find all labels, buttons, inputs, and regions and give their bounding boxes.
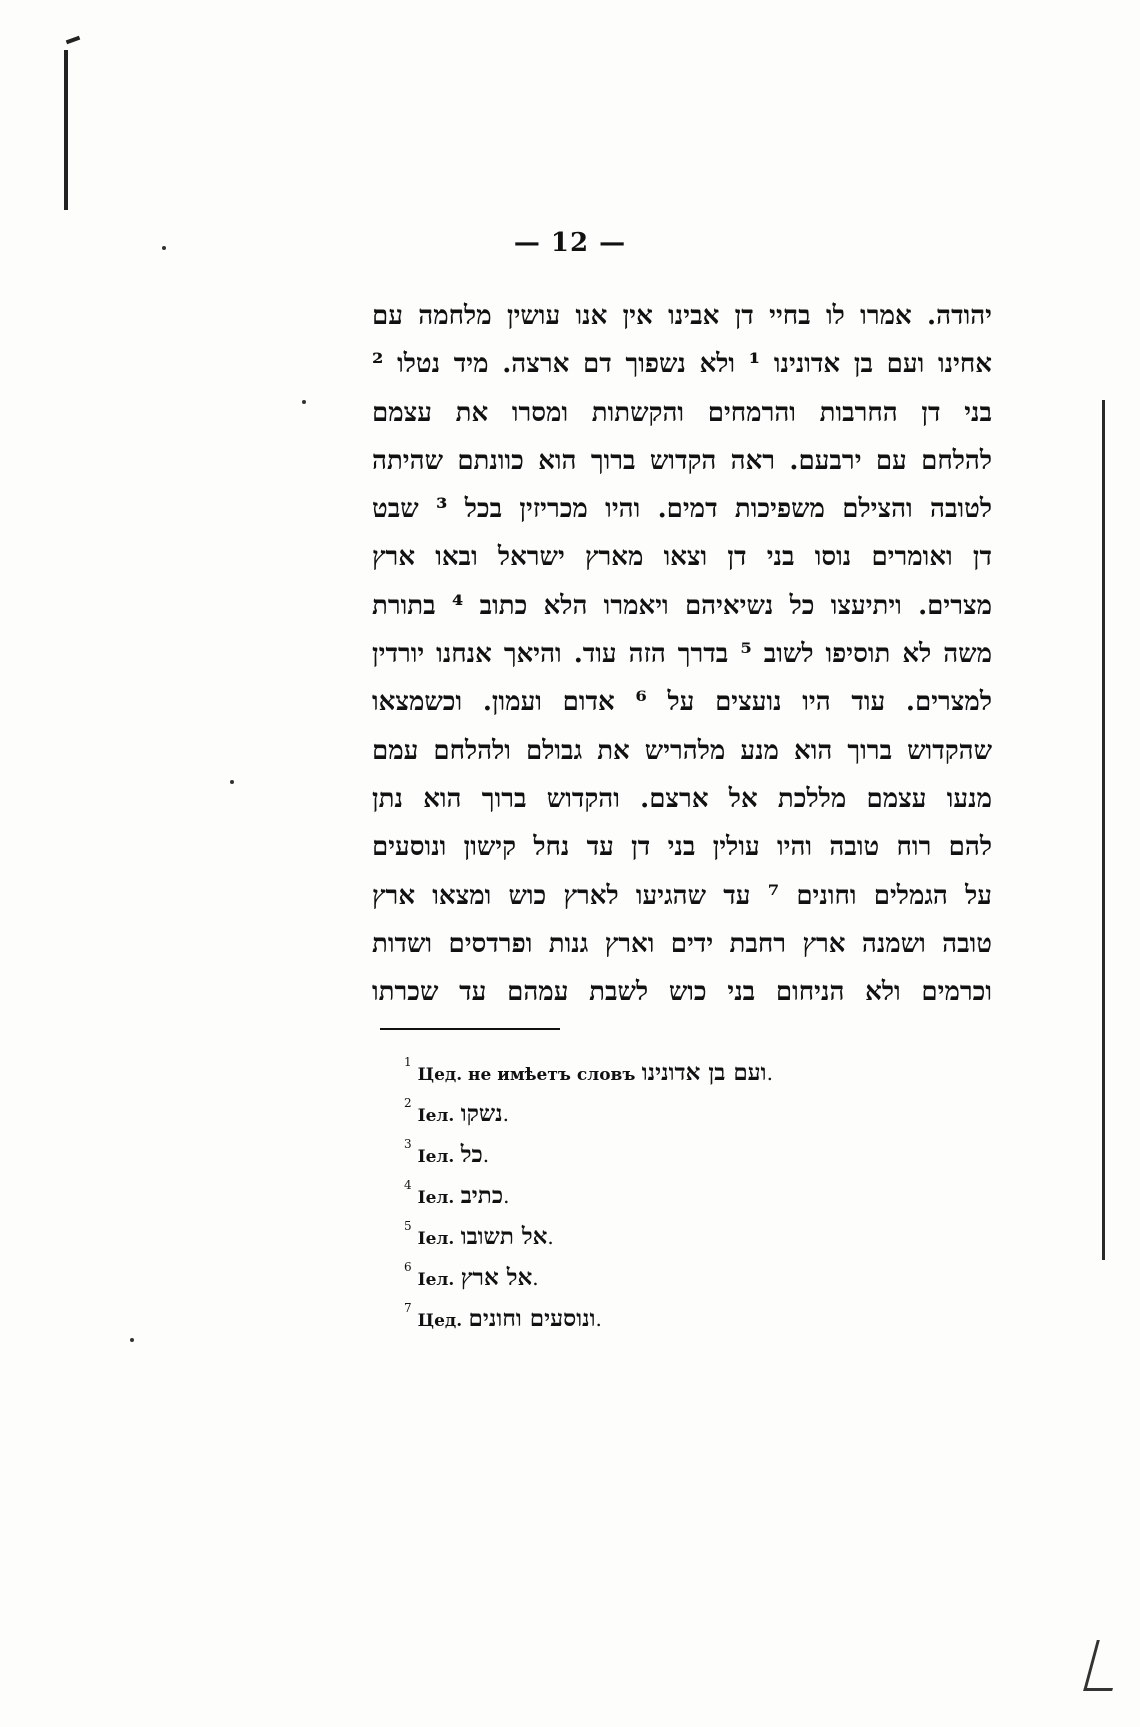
text-line: טובה ושמנה ארץ רחבת ידים וארץ גנות ופרדסים ושדות	[372, 928, 992, 959]
footnote-label: Іел.	[417, 1106, 455, 1126]
footnote-hebrew: ועם בן אדונינו	[641, 1059, 767, 1086]
footnote-divider	[380, 1028, 560, 1030]
footnote-mark: 5	[404, 1219, 412, 1233]
text-line: להם רוח טובה והיו עולין בני דן עד נחל קישון ונוסעים	[372, 832, 992, 863]
footnote	[404, 1134, 904, 1175]
footnote-mark: 6	[404, 1260, 412, 1274]
text-line: למצרים. עוד היו נועצים על ⁶ אדום ועמון. וכשמצאו	[372, 687, 992, 718]
footnote	[404, 1093, 904, 1134]
text-line: בני דן החרבות והרמחים והקשתות ומסרו את עצמם	[372, 397, 992, 428]
footnote	[404, 1052, 904, 1093]
scan-speck	[130, 1338, 134, 1342]
footnote-mark: 2	[404, 1096, 412, 1110]
footnote-label: Іел.	[417, 1147, 455, 1167]
text-line: מנעו עצמם מללכת אל ארצם. והקדוש ברוך הוא נתן	[372, 783, 992, 814]
footnote-end: .	[595, 1307, 602, 1331]
text-line: יהודה. אמרו לו בחיי דן אבינו אין אנו עושין מלחמה עם	[372, 301, 992, 331]
footnote-hebrew: כל	[460, 1141, 483, 1168]
text-line: מצרים. ויתיעצו כל נשיאיהם ויאמרו הלא כתוב ⁴ בתורת	[372, 590, 992, 621]
footnote-hebrew: אל ארץ	[460, 1264, 533, 1291]
footnotes	[404, 1052, 904, 1339]
footnote-end: .	[547, 1225, 554, 1249]
footnote	[404, 1175, 904, 1216]
footnote-end: .	[503, 1184, 510, 1208]
text-line: על הגמלים וחונים ⁷ עד שהגיעו לארץ כוש ומצאו ארץ	[372, 880, 992, 911]
scan-speck	[230, 780, 234, 784]
footnote	[404, 1216, 904, 1257]
footnote-hebrew: כתיב	[460, 1182, 504, 1209]
footnote-end: .	[502, 1102, 510, 1126]
footnote-label: Іел.	[417, 1188, 455, 1208]
scan-speck	[302, 400, 306, 404]
footnote-mark: 3	[404, 1137, 412, 1151]
text-line: וכרמים ולא הניחום בני כוש לשבת עמהם עד שכרתו	[372, 977, 992, 1008]
footnote	[404, 1298, 904, 1339]
scan-edge-mark-left	[64, 50, 68, 210]
page-number: — 12 —	[513, 228, 627, 258]
text-line: משה לא תוסיפו לשוב ⁵ בדרך הזה עוד. והיאך אנחנו יורדין	[372, 639, 992, 670]
footnote-mark: 4	[404, 1178, 412, 1192]
text-line: להלחם עם ירבעם. ראה הקדוש ברוך הוא כוונתם שהיתה	[372, 445, 992, 476]
footnote-end: .	[532, 1266, 539, 1290]
text-line: לטובה והצילם משפיכות דמים. והיו מכריזין בכל ³ שבט	[372, 494, 992, 525]
text-line: אחינו ועם בן אדונינו ¹ ולא נשפוך דם ארצה. מיד נטלו ²	[372, 349, 992, 380]
footnote-label: Цед.	[417, 1311, 463, 1331]
text-line: דן ואומרים נוסו בני דן וצאו מארץ ישראל ובאו ארץ	[372, 542, 992, 573]
footnote-end: .	[482, 1143, 490, 1167]
scan-edge-mark-right	[1102, 400, 1105, 1260]
footnote-mark: 1	[404, 1055, 412, 1069]
footnote-label: Цед. не имѣетъ словъ	[417, 1065, 636, 1085]
footnote-hebrew: נשקו	[460, 1100, 503, 1127]
footnote-hebrew: אל תשובו	[460, 1223, 548, 1250]
scan-corner-mark	[1083, 1640, 1126, 1691]
footnote-label: Іел.	[417, 1270, 455, 1290]
footnote-mark: 7	[404, 1301, 412, 1315]
footnote-end: .	[766, 1061, 773, 1085]
footnote-label: Іел.	[417, 1229, 455, 1249]
footnote-hebrew: ונוסעים וחונים	[468, 1305, 596, 1332]
text-line: שהקדוש ברוך הוא מנע מלהריש את גבולם ולהלחם עמם	[372, 735, 992, 766]
main-text	[372, 292, 992, 1016]
footnote	[404, 1257, 904, 1298]
scan-edge-mark-top	[66, 36, 81, 45]
